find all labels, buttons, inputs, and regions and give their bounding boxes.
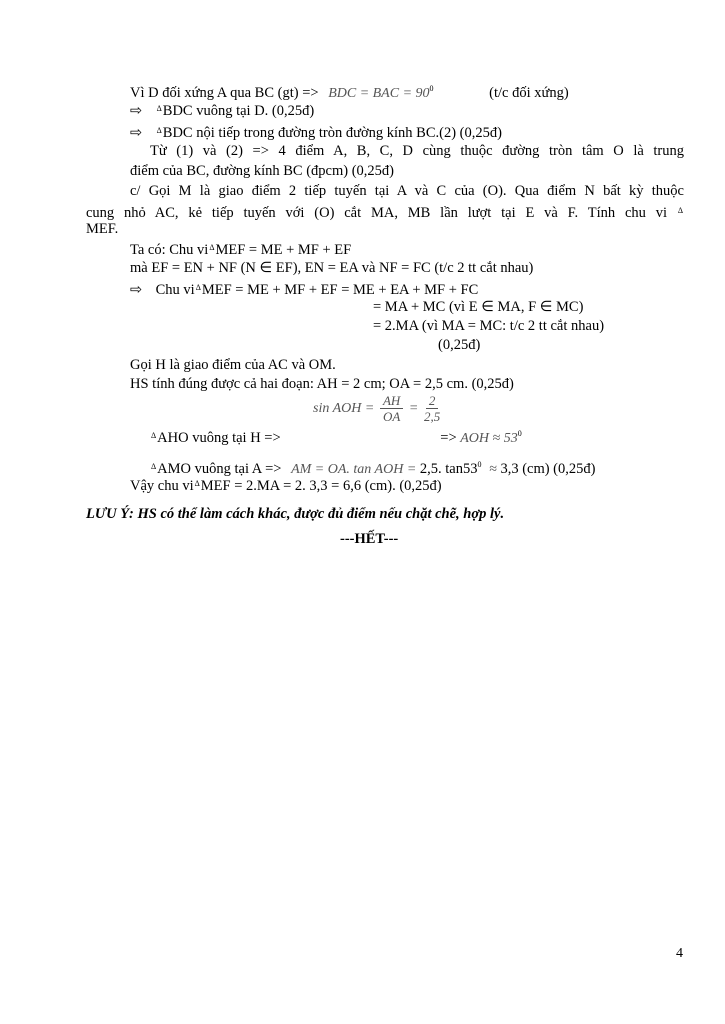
line-20 (130, 475, 442, 495)
line-12 (373, 298, 583, 316)
denominator: 2,5 (423, 409, 441, 424)
math-sin: sin AOH = (313, 400, 375, 416)
equals: = (408, 400, 419, 416)
line-7 (86, 202, 684, 222)
line-13 (373, 317, 604, 335)
line-16 (130, 375, 514, 393)
line-2 (130, 100, 314, 120)
fraction (424, 393, 440, 424)
triangle-icon: Δ (151, 462, 157, 471)
approx-sign: ≈ (489, 462, 497, 477)
text: 2,5. tan53 (419, 461, 478, 477)
text: = 2.MA (vì MA = MC: t/c 2 tt cắt nhau) (373, 318, 605, 334)
text: cung nhỏ AC, kẻ tiếp tuyến với (O) cắt MA, MB lần lượt tại E và F. Tính chu vi (86, 205, 668, 221)
numerator: AH (380, 393, 403, 409)
text: AMO vuông tại A => (157, 461, 282, 477)
triangle-icon: Δ (151, 431, 157, 440)
text: điểm của BC, đường kính BC (đpcm) (0,25đ) (130, 163, 395, 179)
line-8 (86, 220, 118, 238)
line-18 (150, 425, 522, 448)
text: Gọi H là giao điểm của AC và OM. (130, 357, 336, 373)
end-text: ---HẾT--- (340, 531, 399, 547)
text: c/ Gọi M là giao điểm 2 tiếp tuyến tại A và C của (O). Qua điểm N bất kỳ thuộc (130, 183, 684, 199)
text: 3,3 (cm) (0,25đ) (500, 461, 596, 477)
fraction (380, 393, 403, 424)
text: MEF = ME + MF + EF = ME + EA + MF + FC (201, 282, 479, 298)
text: = MA + MC (vì E ∈ MA, F ∈ MC) (373, 299, 584, 315)
text: MEF. (86, 221, 119, 237)
text: Vậy chu vi (130, 478, 194, 494)
text: BDC vuông tại D. (0,25đ) (162, 103, 315, 119)
denominator: OA (382, 409, 401, 424)
text: AHO vuông tại H => (157, 430, 281, 446)
line-14 (438, 336, 480, 354)
end-marker (340, 530, 398, 548)
line-4 (150, 142, 684, 160)
arrow-icon: ⇨ (130, 125, 143, 141)
text: Ta có: Chu vi (130, 242, 209, 258)
note-text: LƯU Ý: HS có thể làm cách khác, được đủ điểm nếu chặt chẽ, hợp lý. (86, 506, 505, 522)
math-angle-equality: BDC = BAC = 90 (328, 86, 430, 101)
note (86, 505, 504, 523)
line-5 (130, 162, 394, 180)
text: Vì D đối xứng A qua BC (gt) => (130, 85, 319, 101)
text: (0,25đ) (438, 337, 481, 353)
line-3 (130, 122, 502, 142)
arrow-icon: ⇨ (130, 282, 143, 298)
triangle-icon: Δ (195, 283, 201, 292)
line-15 (130, 356, 336, 374)
triangle-icon: Δ (156, 104, 162, 113)
text: HS tính đúng được cả hai đoạn: AH = 2 cm; OA = 2,5 cm. (0,25đ) (130, 376, 514, 392)
text: (t/c đối xứng) (489, 85, 569, 101)
superscript: 0 (429, 84, 434, 93)
triangle-icon: Δ (194, 479, 200, 488)
page-number: 4 (676, 946, 683, 961)
text: => (440, 430, 457, 446)
text: Từ (1) và (2) => 4 điểm A, B, C, D cùng thuộc đường tròn tâm O là trung (150, 143, 684, 159)
line-11 (130, 279, 478, 299)
math-angle-approx: AOH ≈ 53 (460, 431, 518, 446)
math-tan: AM = OA. tan AOH = (291, 462, 417, 477)
text: mà EF = EN + NF (N ∈ EF), EN = EA và NF = FC (t/c 2 tt cắt nhau) (130, 260, 534, 276)
numerator: 2 (426, 393, 439, 409)
arrow-icon: ⇨ (130, 103, 143, 119)
text: Chu vi (155, 282, 195, 298)
line-10 (130, 259, 533, 277)
triangle-icon: Δ (209, 243, 215, 252)
text: BDC nội tiếp trong đường tròn đường kính BC.(2) (0,25đ) (162, 125, 502, 141)
superscript: 0 (477, 460, 482, 469)
line-6 (130, 182, 684, 200)
triangle-icon: Δ (677, 206, 683, 215)
triangle-icon: Δ (156, 126, 162, 135)
line-17-formula (313, 393, 442, 424)
superscript: 0 (517, 429, 522, 438)
line-9 (130, 239, 351, 259)
text: MEF = ME + MF + EF (215, 242, 352, 258)
text: MEF = 2.MA = 2. 3,3 = 6,6 (cm). (0,25đ) (200, 478, 442, 494)
